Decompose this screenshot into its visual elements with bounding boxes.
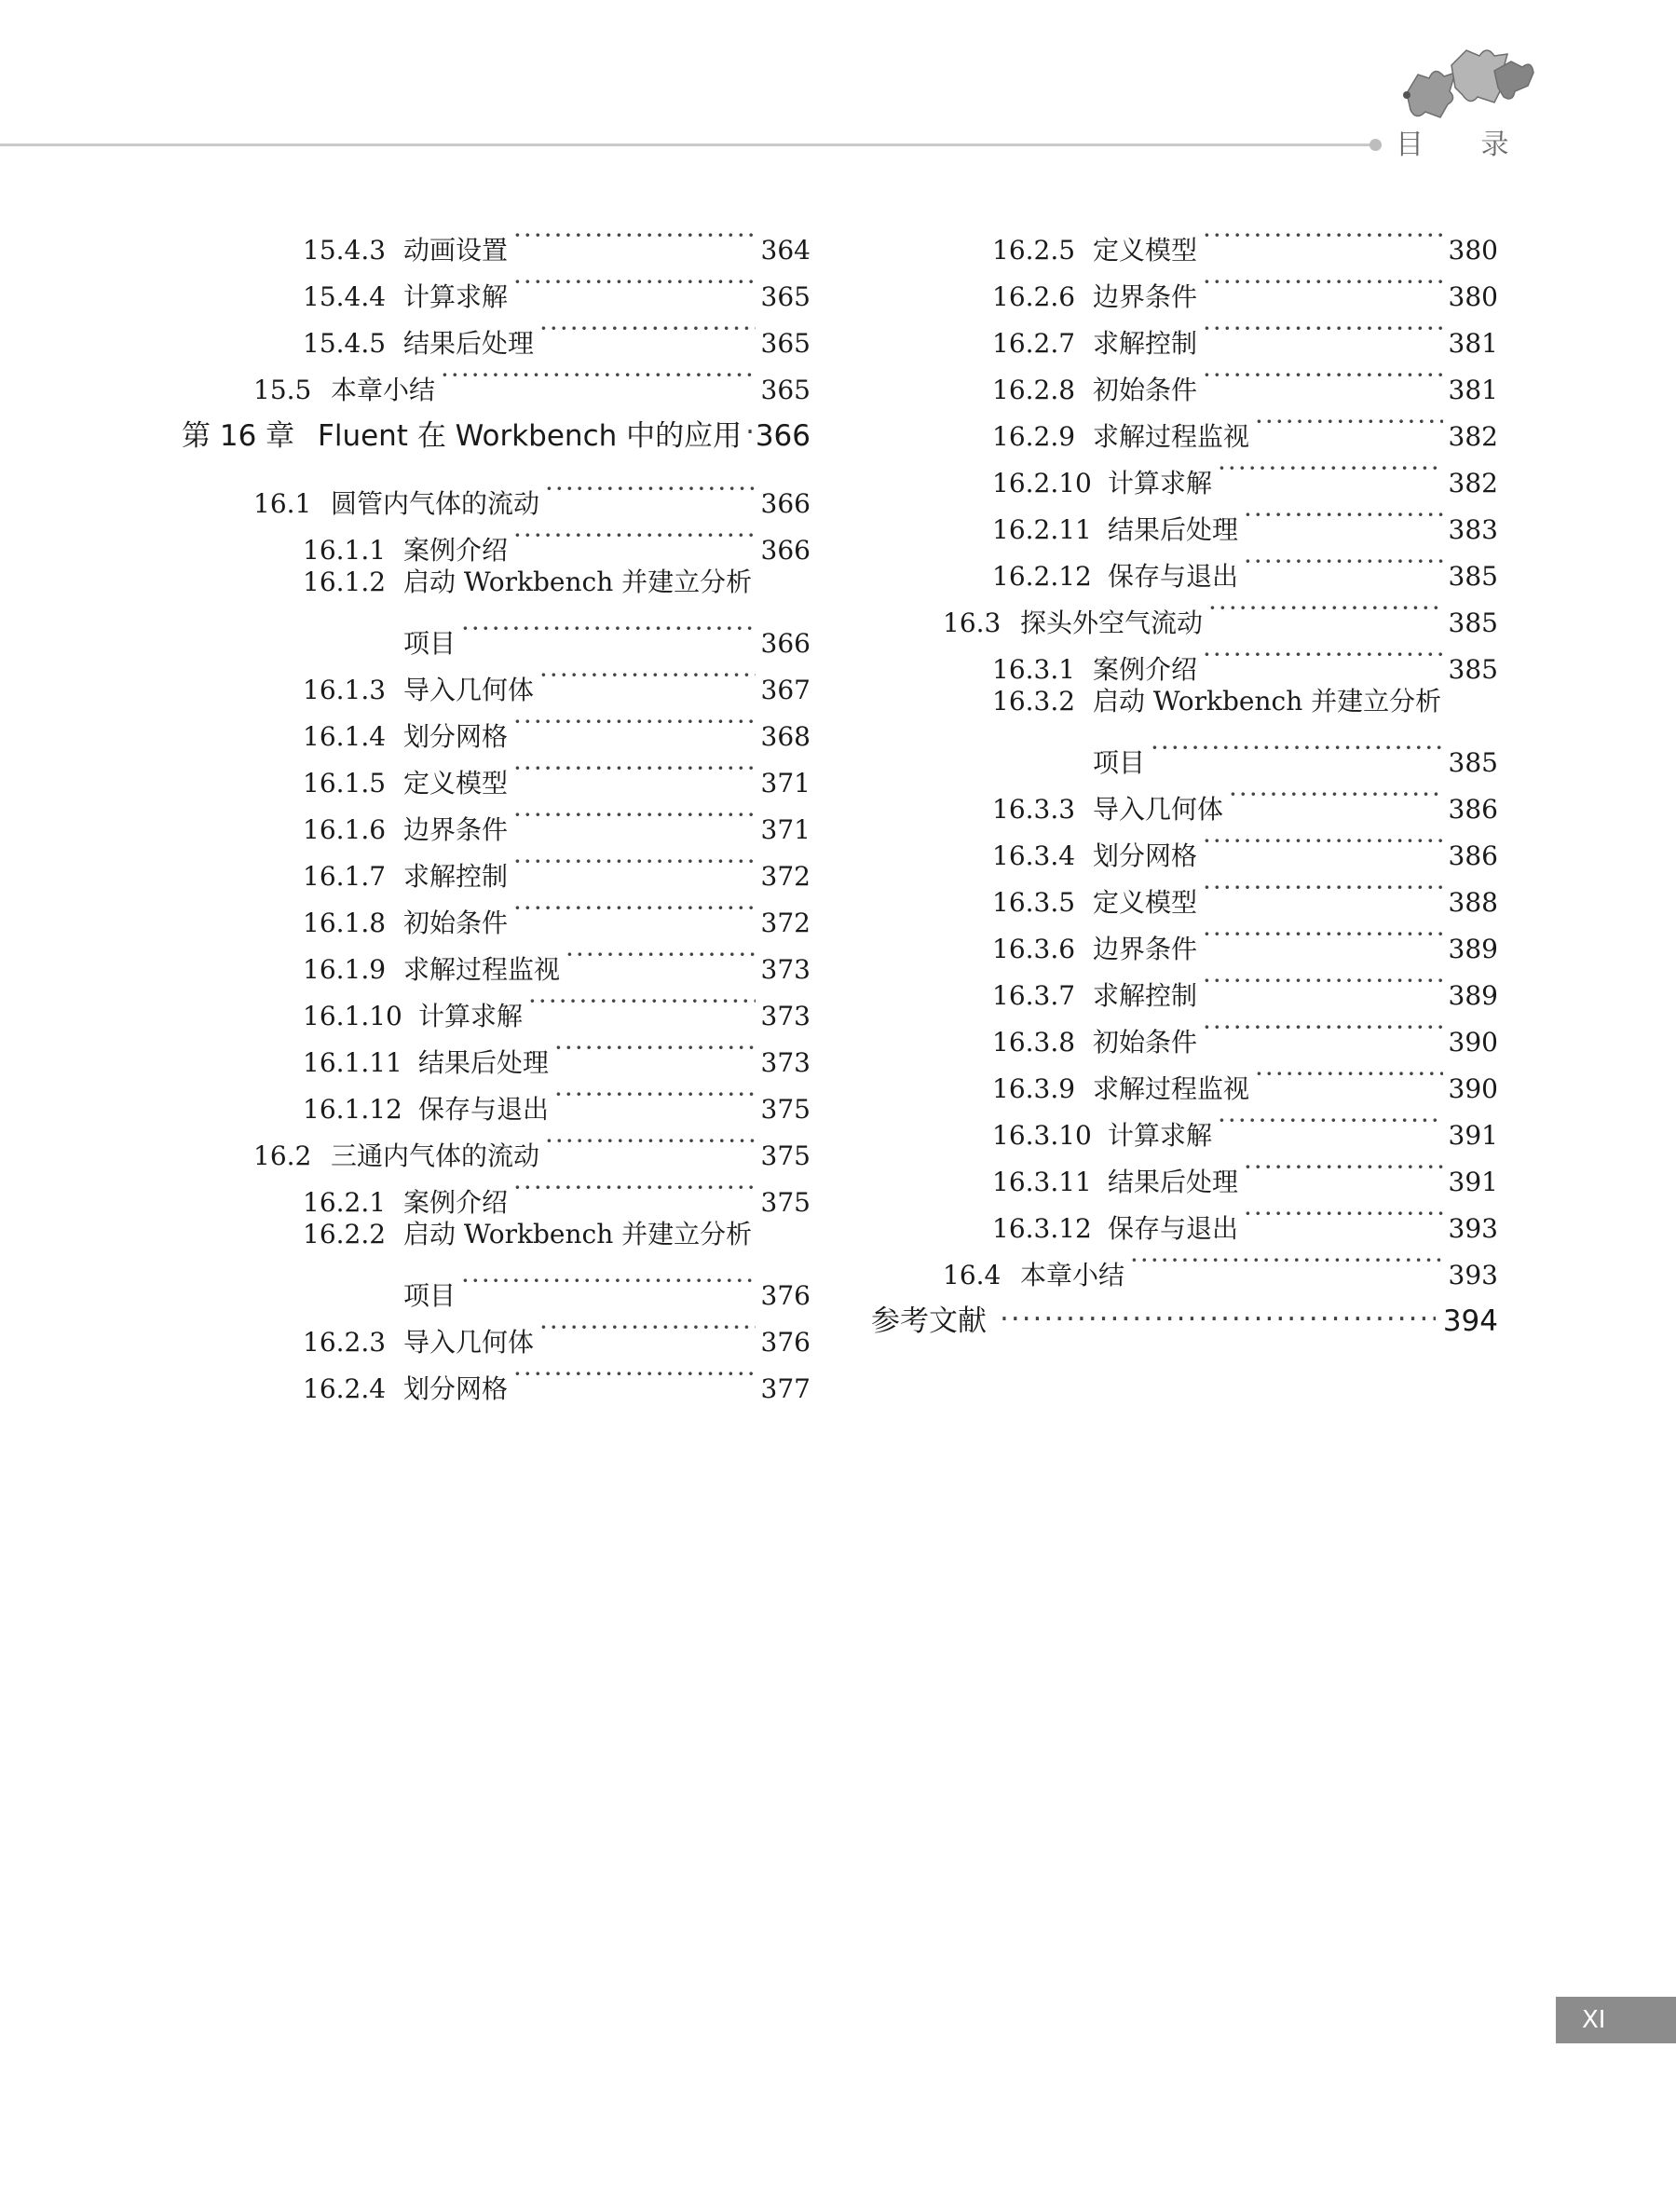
toc-entry[interactable] [182, 606, 811, 659]
toc-entry-title: 定义模型 [1093, 887, 1198, 918]
dot-leader [1203, 958, 1443, 1004]
toc-entry-page: 373 [760, 1047, 811, 1078]
dot-leader [461, 1258, 756, 1304]
toc-entry-number: 16.3.10 [992, 1120, 1092, 1151]
toc-entry-page: 377 [760, 1373, 811, 1404]
toc-left-column [182, 212, 811, 1404]
toc-entry-title: 保存与退出 [1108, 561, 1239, 592]
toc-entry-page: 365 [760, 375, 811, 405]
toc-entry[interactable] [182, 652, 811, 705]
toc-entry-title: 计算求解 [1108, 1120, 1213, 1151]
toc-entry-title: 边界条件 [1093, 281, 1198, 312]
toc-entry-title: 初始条件 [1093, 1027, 1198, 1058]
dot-leader [1203, 818, 1443, 865]
toc-entry-title: 结果后处理 [418, 1047, 550, 1078]
toc-right-column [871, 212, 1498, 1355]
dot-leader [513, 839, 756, 885]
toc-entry[interactable] [871, 771, 1498, 825]
dot-leader [1130, 1237, 1443, 1284]
toc-entry-page: 382 [1448, 421, 1498, 452]
toc-entry-page: 386 [1448, 794, 1498, 825]
toc-entry-number: 16.3.1 [992, 654, 1076, 685]
toc-entry-page: 368 [760, 721, 811, 752]
toc-entry[interactable] [182, 1304, 811, 1358]
toc-entry-number: 16.2.1 [303, 1187, 387, 1218]
toc-entry-title: 三通内气体的流动 [331, 1140, 540, 1171]
toc-entry[interactable] [182, 1258, 811, 1311]
toc-entry[interactable] [871, 212, 1498, 266]
toc-entry-number: 16.3.6 [992, 934, 1076, 964]
toc-entry-page: 375 [760, 1187, 811, 1218]
toc-entry-number: 15.4.5 [303, 328, 387, 359]
dot-leader [1000, 1284, 1436, 1331]
dot-leader [1218, 1098, 1443, 1144]
toc-entry-title: 初始条件 [1093, 375, 1198, 405]
toc-entry-page: 372 [760, 861, 811, 892]
toc-entry-number: 16.4 [943, 1260, 1002, 1290]
toc-entry-title: 项目 [1093, 747, 1146, 778]
toc-entry-title: 保存与退出 [1108, 1213, 1239, 1244]
toc-entry-title: 计算求解 [403, 281, 509, 312]
toc-entry-page: 365 [760, 328, 811, 359]
dot-leader [1203, 352, 1443, 399]
toc-entry[interactable] [871, 678, 1498, 725]
toc-entry-number: 16.2.4 [303, 1373, 387, 1404]
toc-entry-number: 16.2 [253, 1140, 312, 1171]
toc-entry-title: 求解控制 [403, 861, 509, 892]
toc-entry-title: 求解过程监视 [1093, 1073, 1250, 1104]
dot-leader [513, 212, 756, 259]
dot-leader [1203, 306, 1443, 352]
toc-entry-number: 16.3.12 [992, 1213, 1092, 1244]
dot-leader [528, 978, 756, 1025]
dot-leader [513, 885, 756, 932]
toc-entry-title: 探头外空气流动 [1020, 608, 1204, 638]
toc-entry-title: Fluent 在 Workbench 中的应用 [318, 419, 743, 453]
toc-entry-number: 16.2.3 [303, 1327, 387, 1358]
toc-entry-number: 16.2.5 [992, 235, 1076, 266]
header-rule [0, 143, 1377, 146]
toc-entry-number: 第 16 章 [182, 419, 295, 453]
toc-entry-page: 366 [760, 628, 811, 659]
toc-entry-number: 16.1.8 [303, 908, 387, 938]
dot-leader [1229, 771, 1443, 818]
toc-entry-number: 16.3.8 [992, 1027, 1076, 1058]
toc-entry-title: 本章小结 [1020, 1260, 1125, 1290]
dot-leader [545, 1118, 756, 1165]
toc-entry-number: 16.3.5 [992, 887, 1076, 918]
toc-entry-title: 计算求解 [418, 1001, 524, 1031]
toc-entry-number: 16.1.10 [303, 1001, 402, 1031]
toc-entry-title: 定义模型 [403, 768, 509, 799]
toc-entry-page: 375 [760, 1094, 811, 1125]
toc-entry-number: 16.2.7 [992, 328, 1076, 359]
toc-entry-page: 393 [1448, 1213, 1498, 1244]
toc-entry-title: 导入几何体 [403, 1327, 535, 1358]
toc-entry-title: 参考文献 [871, 1304, 987, 1338]
toc-entry-title: 求解过程监视 [403, 954, 561, 985]
dot-leader [1255, 399, 1443, 445]
toc-entry-number: 16.2.9 [992, 421, 1076, 452]
toc-entry-title: 划分网格 [403, 721, 509, 752]
dot-leader [1203, 632, 1443, 678]
toc-entry[interactable] [182, 559, 811, 606]
section-label: 目 录 [1396, 129, 1533, 161]
toc-entry-page: 365 [760, 281, 811, 312]
toc-entry-title: 边界条件 [403, 814, 509, 845]
toc-entry-page: 391 [1448, 1167, 1498, 1197]
toc-entry-number: 16.1.6 [303, 814, 387, 845]
toc-entry-title: 结果后处理 [1108, 514, 1239, 545]
toc-entry[interactable] [182, 1211, 811, 1258]
toc-entry-title: 初始条件 [403, 908, 509, 938]
header-rule-dot [1369, 139, 1382, 151]
toc-entry-number: 16.1.4 [303, 721, 387, 752]
toc-entry-number: 16.1 [253, 488, 312, 519]
toc-entry-page: 380 [1448, 281, 1498, 312]
toc-entry-title: 划分网格 [1093, 840, 1198, 871]
toc-entry-title: 划分网格 [403, 1373, 509, 1404]
toc-entry-title: 案例介绍 [1093, 654, 1198, 685]
toc-entry-number: 15.5 [253, 375, 312, 405]
toc-entry-number: 16.2.12 [992, 561, 1092, 592]
toc-entry-page: 371 [760, 768, 811, 799]
toc-entry-page: 382 [1448, 468, 1498, 498]
toc-entry[interactable] [182, 212, 811, 266]
toc-entry-number: 15.4.4 [303, 281, 387, 312]
toc-entry-page: 366 [760, 535, 811, 566]
toc-entry-page: 389 [1448, 934, 1498, 964]
dot-leader [1151, 725, 1443, 771]
toc-entry-number: 16.2.11 [992, 514, 1092, 545]
toc-entry-page: 390 [1448, 1073, 1498, 1104]
dot-leader [513, 259, 756, 306]
toc-entry-page: 385 [1448, 654, 1498, 685]
toc-entry-title: 项目 [403, 628, 456, 659]
toc-entry-number: 16.3.11 [992, 1167, 1092, 1197]
toc-entry-number: 16.2.6 [992, 281, 1076, 312]
dot-leader [554, 1025, 756, 1072]
toc-entry-page: 373 [760, 954, 811, 985]
toc-entry-page: 386 [1448, 840, 1498, 871]
toc-chapter[interactable] [182, 399, 811, 466]
toc-entry-number: 16.1.1 [303, 535, 387, 566]
toc-entry-title: 边界条件 [1093, 934, 1198, 964]
dot-leader [1255, 1051, 1443, 1098]
toc-entry-number: 16.1.11 [303, 1047, 402, 1078]
toc-entry-title: 动画设置 [403, 235, 509, 266]
toc-entry-title: 求解控制 [1093, 328, 1198, 359]
dot-leader [1218, 445, 1443, 492]
toc-entry-page: 375 [760, 1140, 811, 1171]
toc-entry-title: 保存与退出 [418, 1094, 550, 1125]
toc-entry-number: 16.1.9 [303, 954, 387, 985]
dot-leader [565, 932, 756, 978]
toc-entry-page: 389 [1448, 980, 1498, 1011]
toc-entry-title: 定义模型 [1093, 235, 1198, 266]
toc-entry-title: 项目 [403, 1280, 456, 1311]
toc-entry-number: 16.2.10 [992, 468, 1092, 498]
toc-entry-number: 16.1.7 [303, 861, 387, 892]
toc-entry-title: 案例介绍 [403, 535, 509, 566]
dot-leader [1244, 492, 1443, 539]
dot-leader [539, 652, 756, 699]
dot-leader [1208, 585, 1443, 632]
toc-entry-number: 16.3.9 [992, 1073, 1076, 1104]
toc-entry-page: 373 [760, 1001, 811, 1031]
dot-leader [513, 1165, 756, 1211]
toc-entry-title: 结果后处理 [1108, 1167, 1239, 1197]
toc-entry-page: 380 [1448, 235, 1498, 266]
toc-entry-number: 16.2.8 [992, 375, 1076, 405]
toc-entry-title: 启动 Workbench 并建立分析 [403, 567, 753, 597]
toc-entry-number: 16.1.5 [303, 768, 387, 799]
toc-entry-title: 结果后处理 [403, 328, 535, 359]
toc-entry-title: 启动 Workbench 并建立分析 [1093, 686, 1442, 717]
toc-entry-number: 16.3.4 [992, 840, 1076, 871]
toc-entry-title: 求解过程监视 [1093, 421, 1250, 452]
dot-leader [441, 352, 756, 399]
toc-entry-number: 15.4.3 [303, 235, 387, 266]
puzzle-pieces-icon [1397, 37, 1537, 126]
toc-entry-page: 390 [1448, 1027, 1498, 1058]
toc-entry[interactable] [182, 466, 811, 519]
toc-entry[interactable] [871, 1237, 1498, 1290]
toc-entry-number: 16.3.7 [992, 980, 1076, 1011]
toc-entry[interactable] [182, 352, 811, 405]
toc-entry-number: 16.3.2 [992, 686, 1076, 717]
toc-entry-page: 385 [1448, 608, 1498, 638]
dot-leader [539, 306, 756, 352]
toc-entry-page: 371 [760, 814, 811, 845]
toc-entry-page: 385 [1448, 747, 1498, 778]
toc-entry-number: 16.3 [943, 608, 1002, 638]
toc-entry-page: 366 [760, 488, 811, 519]
dot-leader [1244, 1144, 1443, 1191]
dot-leader [1244, 539, 1443, 585]
toc-entry-title: 启动 Workbench 并建立分析 [403, 1219, 753, 1249]
toc-entry-page: 364 [760, 235, 811, 266]
toc-entry-title: 案例介绍 [403, 1187, 509, 1218]
toc-entry-title: 圆管内气体的流动 [331, 488, 540, 519]
toc-entry-page: 391 [1448, 1120, 1498, 1151]
dot-leader [745, 399, 752, 445]
dot-leader [513, 512, 756, 559]
toc-entry-page: 381 [1448, 328, 1498, 359]
toc-entry-title: 导入几何体 [1093, 794, 1224, 825]
dot-leader [545, 466, 756, 512]
toc-entry-title: 求解控制 [1093, 980, 1198, 1011]
toc-entry-page: 372 [760, 908, 811, 938]
page-number-tab: XI [1556, 1997, 1676, 2043]
dot-leader [513, 792, 756, 839]
toc-entry-page: 385 [1448, 561, 1498, 592]
toc-entry-page: 388 [1448, 887, 1498, 918]
toc-entry-number: 16.1.2 [303, 567, 387, 597]
dot-leader [554, 1072, 756, 1118]
toc-entry[interactable] [871, 725, 1498, 778]
toc-entry-page: 376 [760, 1327, 811, 1358]
toc-entry-page: 376 [760, 1280, 811, 1311]
dot-leader [1203, 212, 1443, 259]
dot-leader [1203, 259, 1443, 306]
toc-entry-number: 16.1.12 [303, 1094, 402, 1125]
dot-leader [513, 745, 756, 792]
dot-leader [1203, 911, 1443, 958]
dot-leader [513, 699, 756, 745]
toc-entry-title: 导入几何体 [403, 675, 535, 705]
toc-entry-number: 16.1.3 [303, 675, 387, 705]
dot-leader [461, 606, 756, 652]
toc-entry-title: 计算求解 [1108, 468, 1213, 498]
dot-leader [1244, 1191, 1443, 1237]
toc-entry-page: 381 [1448, 375, 1498, 405]
toc-entry-number: 16.2.2 [303, 1219, 387, 1249]
toc-references[interactable] [871, 1284, 1498, 1355]
dot-leader [539, 1304, 756, 1351]
dot-leader [1203, 865, 1443, 911]
toc-entry-page: 383 [1448, 514, 1498, 545]
toc-entry-page: 394 [1442, 1304, 1498, 1338]
toc-entry-number: 16.3.3 [992, 794, 1076, 825]
dot-leader [1203, 1004, 1443, 1051]
toc-entry-page: 393 [1448, 1260, 1498, 1290]
toc-entry-title: 本章小结 [331, 375, 436, 405]
toc-entry-page: 367 [760, 675, 811, 705]
toc-entry-page: 366 [755, 419, 811, 453]
dot-leader [513, 1351, 756, 1398]
